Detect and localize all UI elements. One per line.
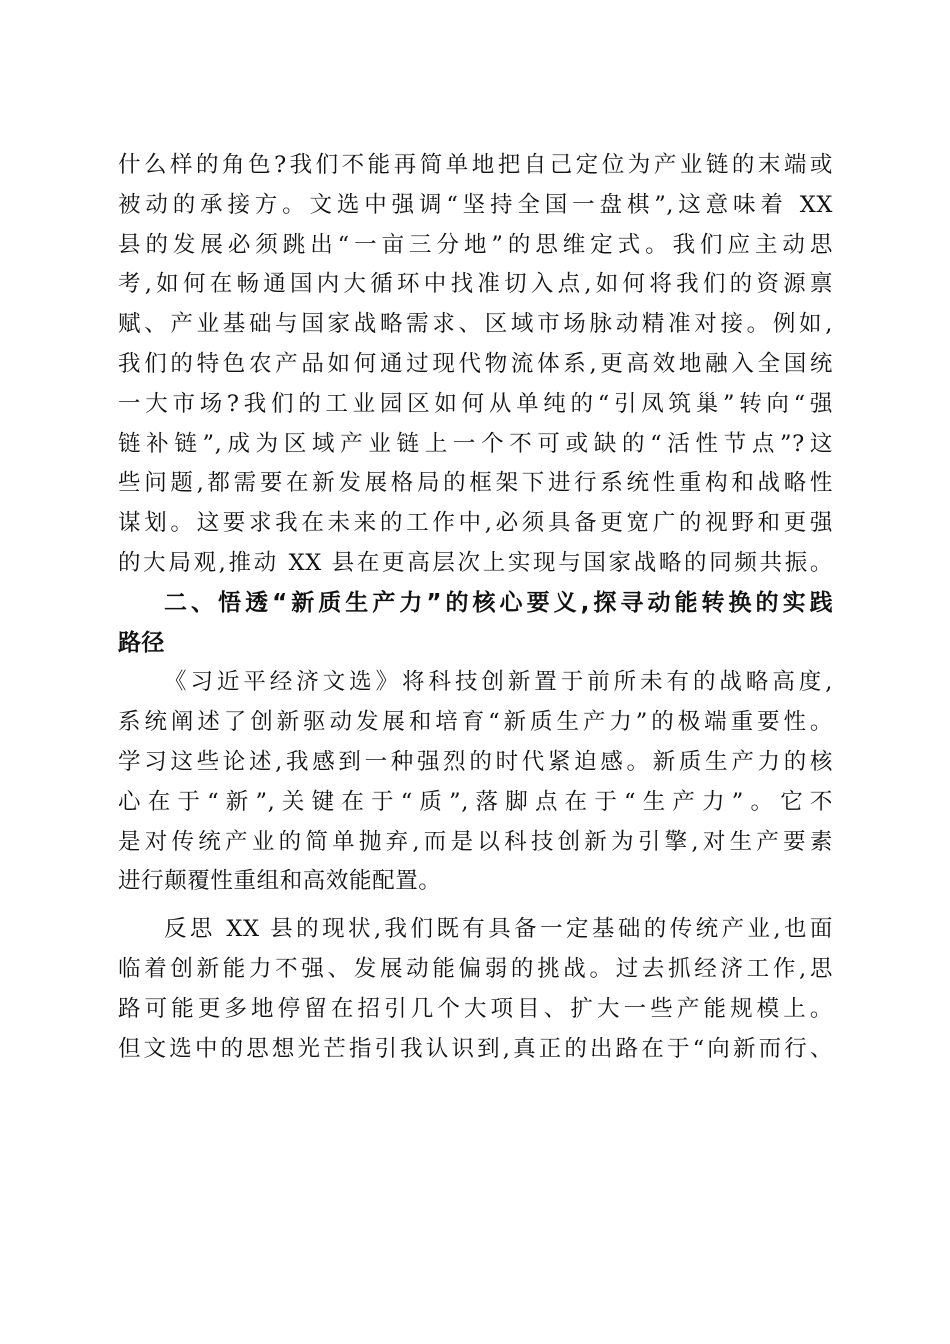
text-line: 链补链”,成为区域产业链上一个不可或缺的“活性节点”?这	[118, 430, 833, 457]
text-line: 但文选中的思想光芒指引我认识到,真正的出路在于“向新而行、	[118, 1035, 833, 1062]
text-line: 谋划。这要求我在未来的工作中,必须具备更宽广的视野和更强	[118, 510, 833, 537]
paragraph-county-status	[118, 910, 833, 1069]
paragraph-new-productivity	[118, 663, 833, 902]
heading-line: 路径	[118, 629, 165, 656]
text-line: 被动的承接方。文选中强调“坚持全国一盘棋”,这意味着 XX	[118, 191, 833, 218]
text-line: 路可能更多地停留在招引几个大项目、扩大一些产能规模上。	[118, 995, 833, 1022]
text-line: 系统阐述了创新驱动发展和培育“新质生产力”的极端重要性。	[118, 709, 833, 736]
text-line: 什么样的角色?我们不能再简单地把自己定位为产业链的末端或	[118, 152, 833, 178]
text-line: 临着创新能力不强、发展动能偏弱的挑战。过去抓经济工作,思	[118, 955, 833, 982]
text-line: 赋、产业基础与国家战略需求、区域市场脉动精准对接。例如,	[118, 311, 833, 338]
text-line: 学习这些论述,我感到一种强烈的时代紧迫感。新质生产力的核	[118, 748, 833, 775]
text-line: 一大市场?我们的工业园区如何从单纯的“引凤筑巢”转向“强	[118, 390, 833, 417]
text-line: 考,如何在畅通国内大循环中找准切入点,如何将我们的资源禀	[118, 271, 833, 298]
paragraph-gap	[118, 902, 833, 910]
document-body	[118, 146, 833, 1069]
text-line: 心在于“新”,关键在于“质”,落脚点在于“生产力”。它不	[118, 788, 833, 815]
text-line: 《习近平经济文选》将科技创新置于前所未有的战略高度,	[164, 669, 833, 696]
text-line: 是对传统产业的简单抛弃,而是以科技创新为引擎,对生产要素	[118, 828, 833, 855]
text-line: 些问题,都需要在新发展格局的框架下进行系统性重构和战略性	[118, 470, 833, 497]
heading-line: 二、悟透“新质生产力”的核心要义,探寻动能转换的实践	[164, 589, 833, 616]
paragraph-role-reflection	[118, 146, 833, 584]
text-line: 我们的特色农产品如何通过现代物流体系,更高效地融入全国统	[118, 350, 833, 377]
text-line: 反思 XX 县的现状,我们既有具备一定基础的传统产业,也面	[164, 916, 833, 943]
text-line: 进行颠覆性重组和高效能配置。	[118, 868, 442, 895]
text-line: 的大局观,推动 XX 县在更高层次上实现与国家战略的同频共振。	[118, 549, 833, 576]
text-line: 县的发展必须跳出“一亩三分地”的思维定式。我们应主动思	[118, 231, 833, 258]
section-heading	[118, 584, 833, 664]
